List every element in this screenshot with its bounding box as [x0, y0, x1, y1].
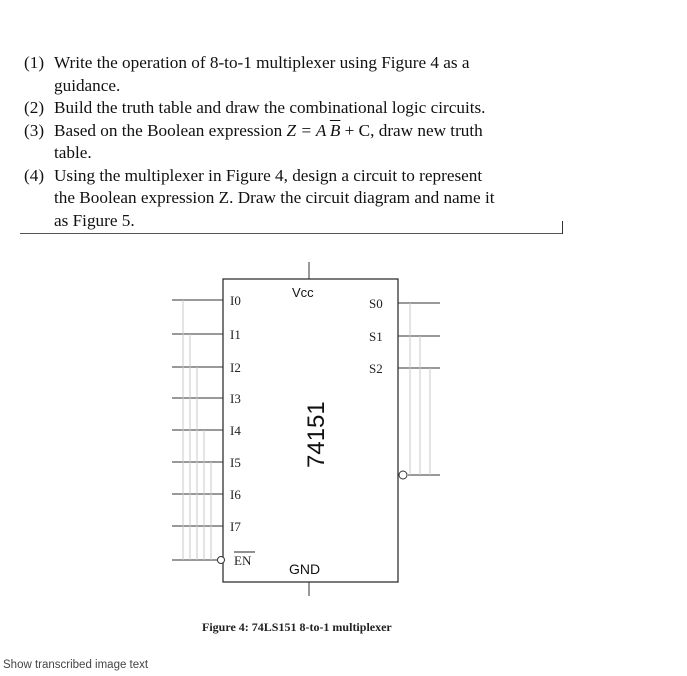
pin-label-i1: I1	[230, 327, 241, 342]
question-line: Build the truth table and draw the combinational logic circuits.	[54, 98, 486, 117]
question-number: (2)	[24, 98, 45, 117]
question-line: the Boolean expression Z. Draw the circuit diagram and name it	[54, 188, 495, 207]
pin-label-i3: I3	[230, 391, 241, 406]
pin-label-s1: S1	[369, 329, 383, 344]
pin-label-i4: I4	[230, 423, 241, 438]
question-number: (4)	[24, 165, 45, 185]
chip-part-number: 74151	[303, 401, 330, 468]
pin-label-en: EN	[234, 553, 252, 568]
figure-caption: Figure 4: 74LS151 8-to-1 multiplexer	[202, 620, 392, 634]
show-transcribed-link[interactable]: Show transcribed image text	[3, 659, 149, 671]
pin-label-i2: I2	[230, 360, 241, 375]
pin-label-s0: S0	[369, 296, 383, 311]
question-text: + C, draw new truth	[340, 120, 483, 140]
question-text: Based on the Boolean expression	[54, 120, 287, 140]
select-pins	[398, 303, 440, 475]
question-line: Using the multiplexer in Figure 4, design a circuit to represent	[54, 165, 483, 185]
question-number: (3)	[24, 120, 45, 140]
output-inversion-bubble	[399, 471, 407, 479]
pin-label-i5: I5	[230, 455, 241, 470]
question-number: (1)	[24, 53, 45, 72]
question-line: table.	[54, 143, 92, 162]
pin-label-i6: I6	[230, 487, 241, 502]
question-line: Write the operation of 8-to-1 multiplexer using Figure 4 as a	[54, 53, 470, 72]
question-line: as Figure 5.	[54, 210, 135, 230]
expression-z-a: Z = A	[286, 120, 327, 140]
pin-label-i0: I0	[230, 293, 241, 308]
pin-label-i7: I7	[230, 519, 241, 534]
gnd-label: GND	[289, 561, 321, 577]
vcc-label: Vcc	[292, 285, 314, 300]
pin-label-s2: S2	[369, 361, 383, 376]
b-bar: $\overline{B}$	[329, 120, 341, 140]
enable-inversion-bubble	[218, 557, 225, 564]
guide-lines-right	[410, 303, 430, 475]
question-line: guidance.	[54, 75, 121, 95]
